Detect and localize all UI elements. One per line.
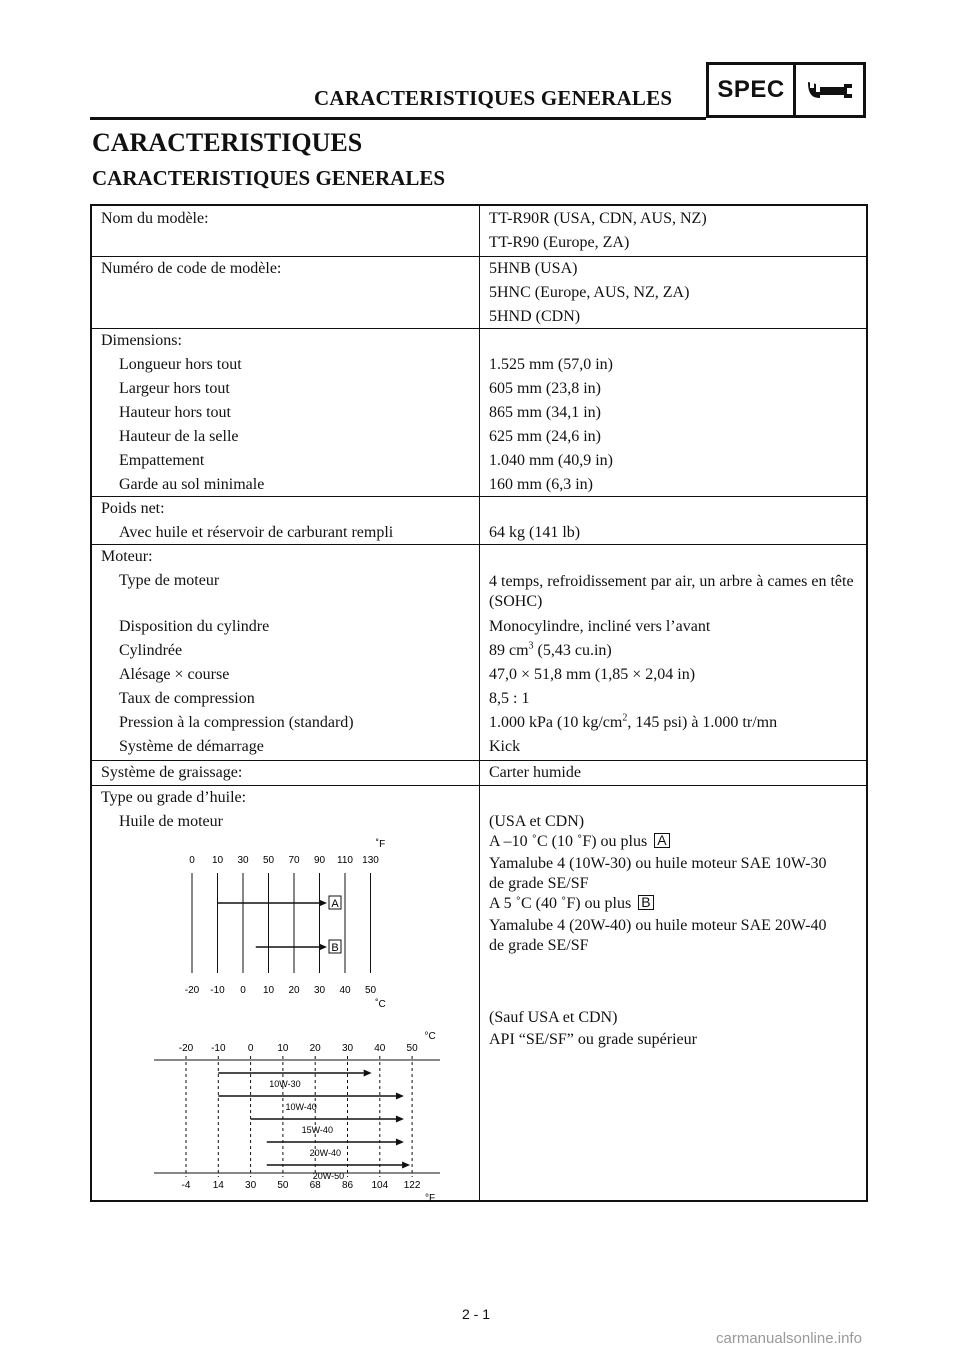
oil-b-oil-2: de grade SE/SF bbox=[489, 937, 589, 954]
dim-value-clearance: 160 mm (6,3 in) bbox=[489, 476, 593, 493]
oil-temp-chart-intl bbox=[132, 1015, 442, 1204]
top-tick-label: 20 bbox=[309, 1043, 321, 1054]
bottom-tick-label: 86 bbox=[341, 1180, 354, 1191]
bottom-tick-label: 50 bbox=[277, 1180, 289, 1191]
engine-ratio-label: Taux de compression bbox=[119, 690, 255, 707]
oil-b-oil-1: Yamalube 4 (20W-40) ou huile moteur SAE 20W-40 bbox=[489, 917, 827, 934]
bottom-tick-label: 122 bbox=[403, 1180, 421, 1191]
dim-value-seat: 625 mm (24,6 in) bbox=[489, 428, 601, 445]
engine-ratio-value: 8,5 : 1 bbox=[489, 690, 530, 707]
dim-value-wheelbase: 1.040 mm (40,9 in) bbox=[489, 452, 613, 469]
viscosity-arrow-head bbox=[396, 1116, 404, 1123]
model-code-value-2: 5HNC (Europe, AUS, NZ, ZA) bbox=[489, 284, 690, 301]
net-weight-label: Poids net: bbox=[101, 500, 165, 517]
subsection-title: CARACTERISTIQUES GENERALES bbox=[92, 166, 446, 190]
top-axis-unit: ˚F bbox=[375, 839, 386, 850]
viscosity-arrow-head bbox=[396, 1139, 404, 1146]
engine-type-label: Type de moteur bbox=[119, 572, 220, 589]
row-lubrication bbox=[92, 760, 866, 786]
viscosity-arrow-head bbox=[402, 1162, 410, 1169]
bottom-axis-unit: °F bbox=[425, 1193, 436, 1204]
row-oil bbox=[92, 785, 866, 1204]
header-rule bbox=[90, 117, 706, 120]
viscosity-label: 20W-50 bbox=[312, 1171, 345, 1181]
bottom-tick-label: -10 bbox=[210, 985, 225, 996]
top-tick-label: -10 bbox=[211, 1043, 226, 1054]
dimensions-label: Dimensions: bbox=[101, 332, 182, 349]
oil-a-line: A –10 ˚C (10 ˚F) ou plus A bbox=[489, 833, 670, 851]
viscosity-arrow-head bbox=[396, 1093, 404, 1100]
engine-bore-label: Alésage × course bbox=[119, 666, 230, 683]
header-title: CARACTERISTIQUES GENERALES bbox=[314, 86, 673, 110]
viscosity-label: 10W-40 bbox=[285, 1102, 317, 1112]
top-tick-label: 110 bbox=[337, 855, 353, 866]
model-name-label: Nom du modèle: bbox=[101, 210, 209, 227]
row-model-code bbox=[92, 256, 866, 329]
bottom-axis-unit: ˚C bbox=[375, 999, 386, 1010]
engine-starting-label: Système de démarrage bbox=[119, 738, 264, 755]
watermark: carmanualsonline.info bbox=[716, 1330, 862, 1347]
dim-label-width: Largeur hors tout bbox=[119, 380, 230, 397]
bottom-tick-label: 14 bbox=[212, 1180, 224, 1191]
dim-label-height: Hauteur hors tout bbox=[119, 404, 231, 421]
row-engine bbox=[92, 544, 866, 761]
spec-badge bbox=[706, 62, 866, 118]
top-tick-label: -20 bbox=[178, 1043, 194, 1054]
model-code-label: Numéro de code de modèle: bbox=[101, 260, 282, 277]
model-name-value-2: TT-R90 (Europe, ZA) bbox=[489, 234, 630, 251]
row-net-weight bbox=[92, 496, 866, 545]
bottom-tick-label: 30 bbox=[245, 1180, 257, 1191]
top-tick-label: 10 bbox=[277, 1043, 289, 1054]
wrench-icon bbox=[796, 65, 863, 115]
top-tick-label: 40 bbox=[374, 1043, 386, 1054]
bottom-tick-label: 30 bbox=[313, 985, 326, 996]
label-a-box: A bbox=[654, 833, 669, 848]
oil-a-oil-1: Yamalube 4 (10W-30) ou huile moteur SAE 10W-30 bbox=[489, 855, 827, 872]
viscosity-label: 20W-40 bbox=[309, 1148, 342, 1158]
lubrication-value: Carter humide bbox=[489, 764, 581, 781]
oil-item-label: Huile de moteur bbox=[119, 813, 223, 830]
oil-a-oil-2: de grade SE/SF bbox=[489, 875, 589, 892]
dim-value-length: 1.525 mm (57,0 in) bbox=[489, 356, 613, 373]
net-weight-item-label: Avec huile et réservoir de carburant rempli bbox=[119, 524, 394, 541]
oil-label: Type ou grade d’huile: bbox=[101, 789, 247, 806]
bottom-tick-label: 50 bbox=[364, 985, 377, 996]
bottom-tick-label: 68 bbox=[309, 1180, 321, 1191]
range-arrow-head bbox=[319, 900, 327, 907]
bottom-tick-label: -20 bbox=[184, 985, 200, 996]
top-tick-label: 30 bbox=[341, 1043, 354, 1054]
model-name-value-1: TT-R90R (USA, CDN, AUS, NZ) bbox=[489, 210, 707, 227]
top-tick-label: 10 bbox=[211, 855, 224, 866]
engine-cylinder-value: Monocylindre, incliné vers l’avant bbox=[489, 618, 711, 635]
top-tick-label: 0 bbox=[189, 855, 195, 866]
engine-type-value: 4 temps, refroidissement par air, un arbre à cames en tête (SOHC) bbox=[489, 573, 854, 610]
engine-displacement-value: 89 $cm^3$ (5,43 cu.in) bbox=[489, 640, 612, 659]
engine-label: Moteur: bbox=[101, 548, 153, 565]
top-tick-label: 70 bbox=[288, 855, 300, 866]
bottom-tick-label: 20 bbox=[288, 985, 300, 996]
oil-other-heading: (Sauf USA et CDN) bbox=[489, 1009, 618, 1026]
viscosity-arrow-head bbox=[364, 1070, 372, 1077]
engine-displacement-label: Cylindrée bbox=[119, 642, 183, 659]
engine-starting-value: Kick bbox=[489, 738, 521, 755]
dim-label-seat: Hauteur de la selle bbox=[119, 428, 239, 445]
engine-bore-value: 47,0 × 51,8 mm (1,85 × 2,04 in) bbox=[489, 666, 696, 683]
label-b-box: B bbox=[638, 895, 653, 910]
bottom-tick-label: 40 bbox=[339, 985, 351, 996]
dim-label-length: Longueur hors tout bbox=[119, 356, 242, 373]
bottom-tick-label: -4 bbox=[181, 1180, 191, 1191]
engine-pressure-value: 1.000 kPa (10 $kg/cm^2$, 145 psi) à 1.000 tr/mn bbox=[489, 712, 778, 731]
dim-value-height: 865 mm (34,1 in) bbox=[489, 404, 601, 421]
top-tick-label: 50 bbox=[262, 855, 275, 866]
engine-cylinder-label: Disposition du cylindre bbox=[119, 618, 270, 635]
engine-pressure-label: Pression à la compression (standard) bbox=[119, 714, 354, 731]
top-tick-label: 0 bbox=[247, 1043, 254, 1054]
oil-temp-chart-usa bbox=[172, 833, 402, 1013]
top-axis-unit: °C bbox=[424, 1031, 436, 1042]
spec-table bbox=[90, 204, 868, 1202]
dim-label-clearance: Garde au sol minimale bbox=[119, 476, 265, 493]
bottom-tick-label: 104 bbox=[371, 1180, 389, 1191]
dim-value-width: 605 mm (23,8 in) bbox=[489, 380, 601, 397]
range-label: B bbox=[331, 942, 339, 954]
lubrication-label: Système de graissage: bbox=[101, 764, 243, 781]
top-tick-label: 130 bbox=[362, 855, 379, 866]
bottom-tick-label: 10 bbox=[262, 985, 275, 996]
spec-badge-label: SPEC bbox=[709, 65, 796, 115]
viscosity-label: 15W-40 bbox=[301, 1125, 333, 1135]
row-dimensions bbox=[92, 328, 866, 497]
net-weight-value: 64 kg (141 lb) bbox=[489, 524, 581, 541]
range-label: A bbox=[331, 898, 339, 910]
bottom-tick-label: 0 bbox=[240, 985, 246, 996]
section-title: CARACTERISTIQUES bbox=[92, 128, 363, 157]
top-tick-label: 90 bbox=[313, 855, 326, 866]
model-code-value-3: 5HND (CDN) bbox=[489, 308, 581, 325]
oil-b-line: A 5 ˚C (40 ˚F) ou plus B bbox=[489, 895, 654, 913]
viscosity-label: 10W-30 bbox=[269, 1079, 301, 1089]
dim-label-wheelbase: Empattement bbox=[119, 452, 205, 469]
range-arrow-head bbox=[319, 944, 327, 951]
top-tick-label: 50 bbox=[406, 1043, 418, 1054]
oil-usa-heading: (USA et CDN) bbox=[489, 813, 585, 830]
model-code-value-1: 5HNB (USA) bbox=[489, 260, 578, 277]
page-number: 2 - 1 bbox=[462, 1306, 491, 1322]
oil-other-value: API “SE/SF” ou grade supérieur bbox=[489, 1031, 697, 1048]
row-model-name bbox=[92, 206, 866, 257]
top-tick-label: 30 bbox=[237, 855, 249, 866]
